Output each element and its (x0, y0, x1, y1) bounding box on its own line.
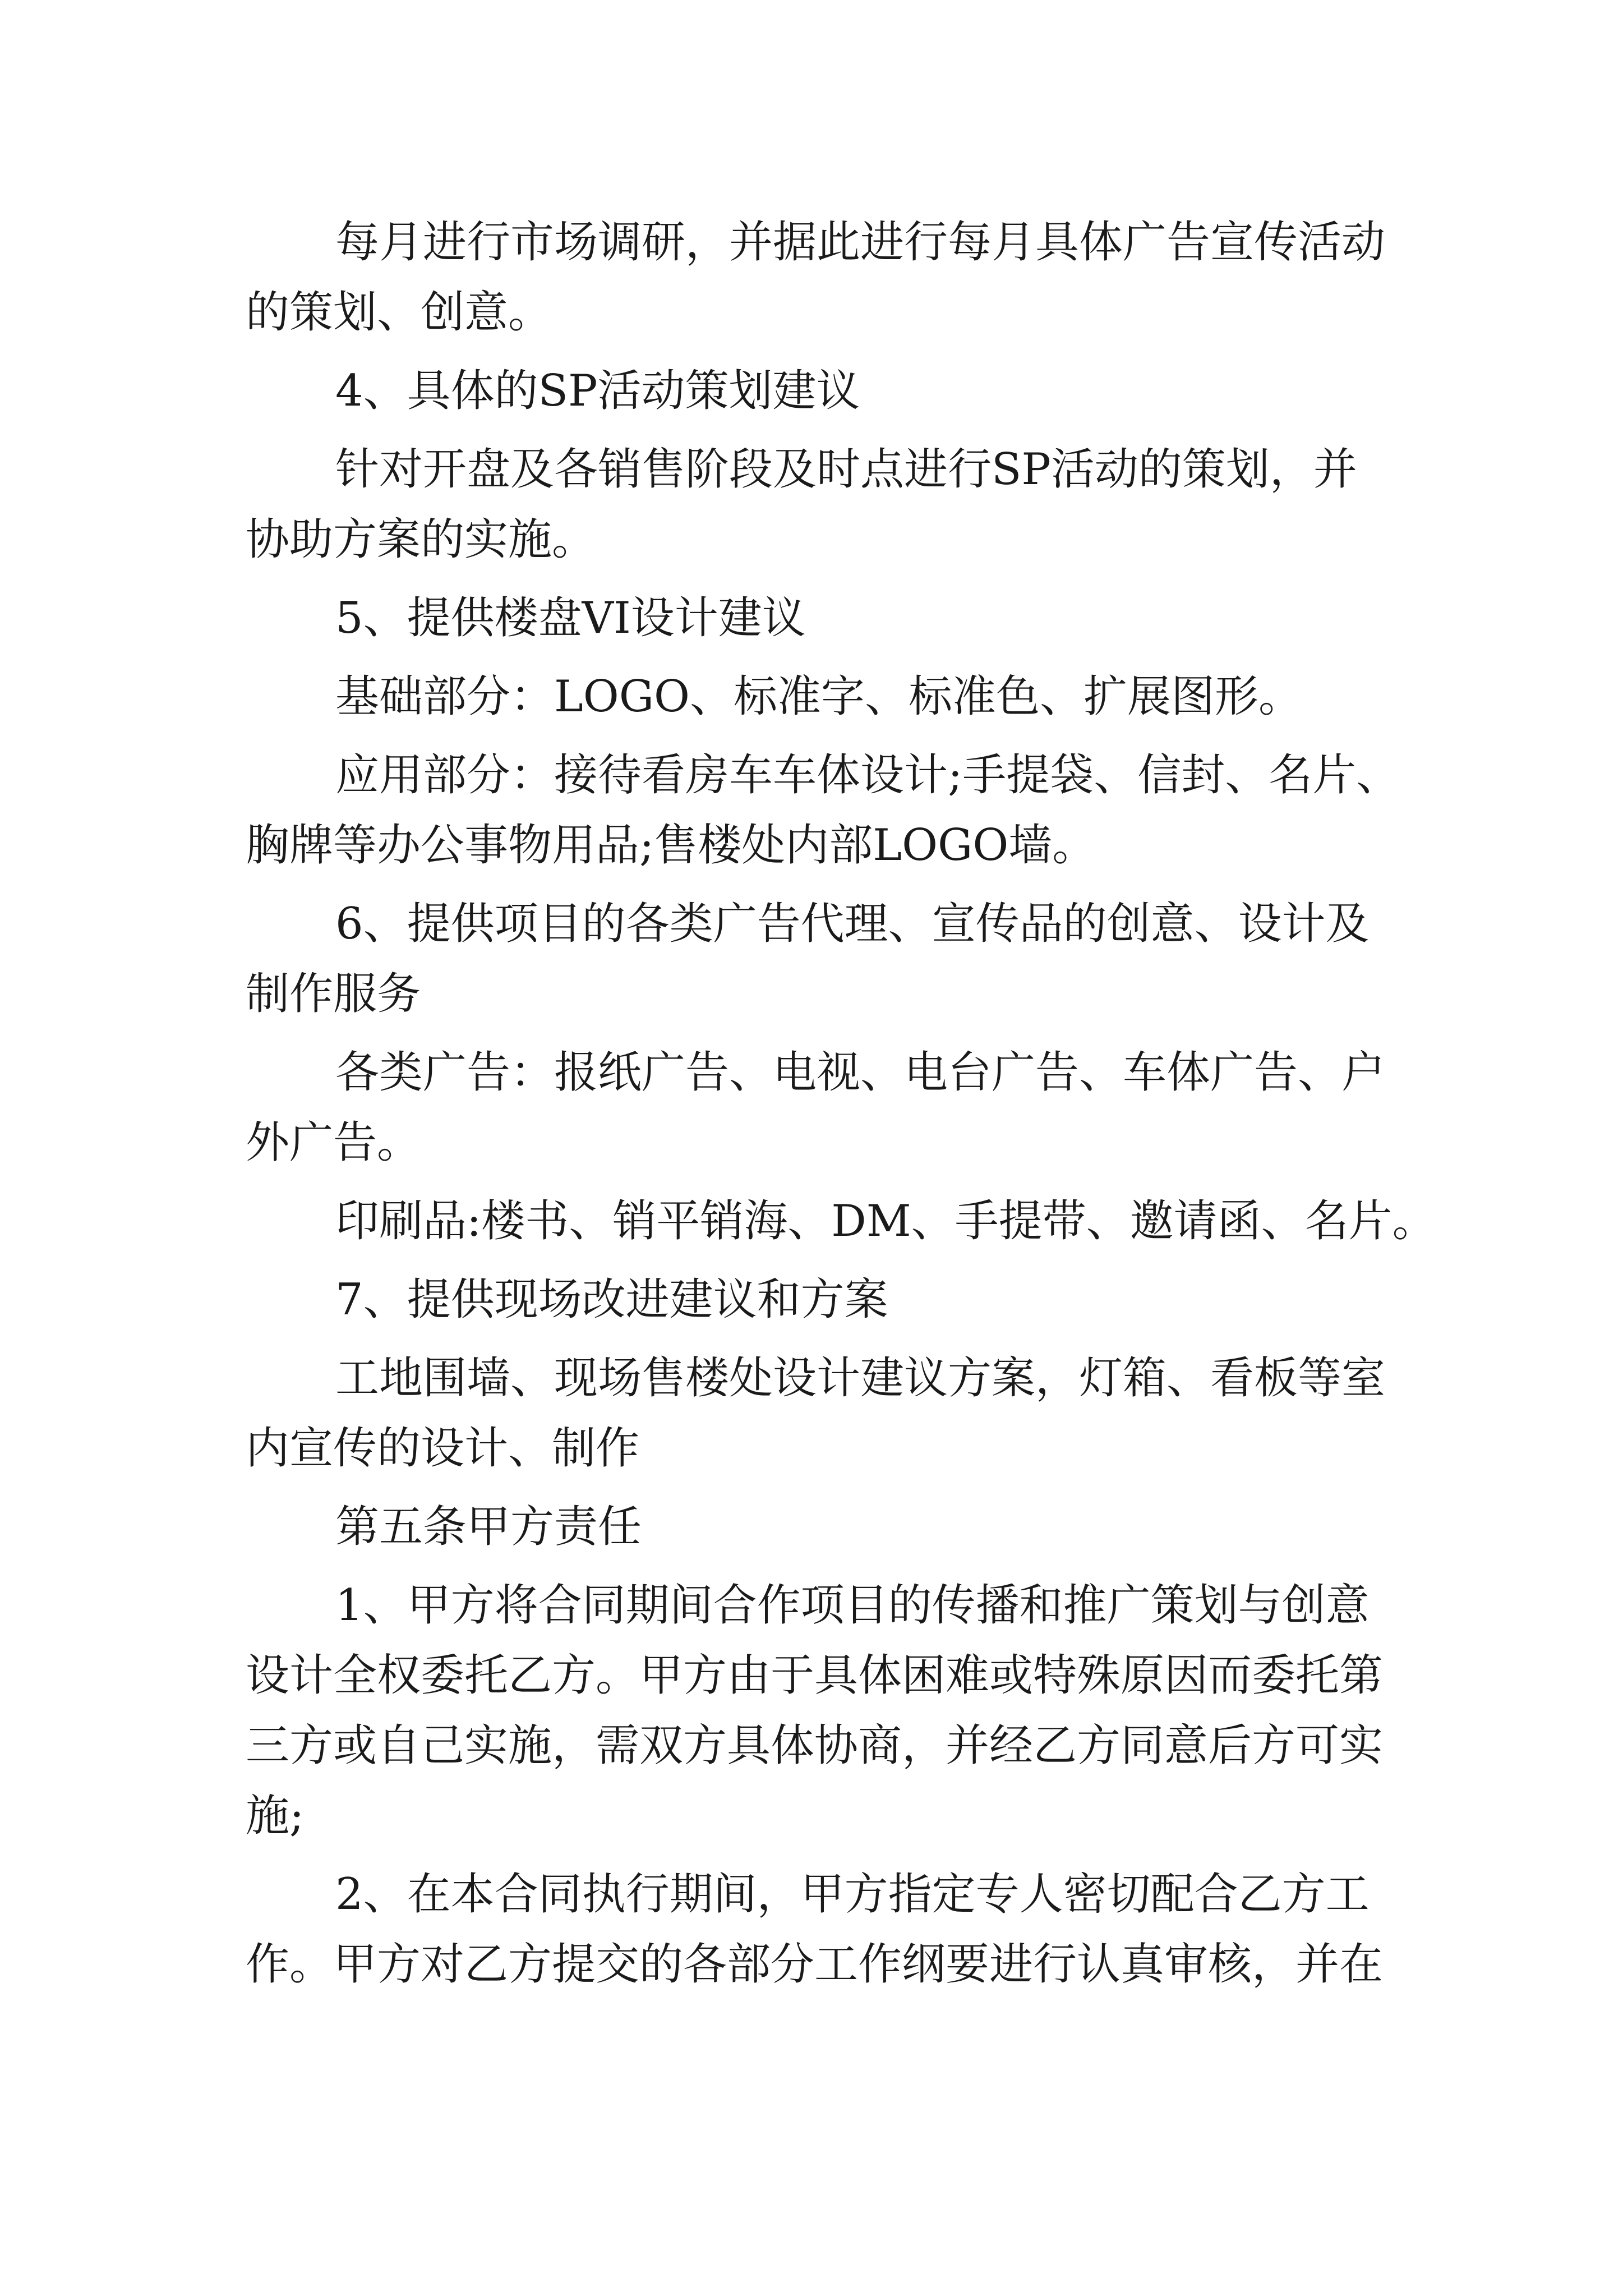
text-line: 1、甲方将合同期间合作项目的传播和推广策划与创意 (335, 1580, 1370, 1631)
text-line: 的策划、创意。 (246, 287, 552, 338)
text-line: 应用部分：接待看房车车体设计;手提袋、信封、名片、 (335, 750, 1400, 800)
text-line: 设计全权委托乙方。甲方由于具体困难或特殊原因而委托第 (246, 1650, 1384, 1701)
text-line: 每月进行市场调研，并据此进行每月具体广告宣传活动 (335, 217, 1386, 268)
text-line: 针对开盘及各销售阶段及时点进行SP活动的策划，并 (335, 444, 1357, 495)
text-line: 2、在本合同执行期间，甲方指定专人密切配合乙方工 (335, 1869, 1370, 1920)
text-line: 6、提供项目的各类广告代理、宣传品的创意、设计及 (335, 899, 1370, 949)
text-line: 各类广告：报纸广告、电视、电台广告、车体广告、户 (335, 1047, 1386, 1098)
text-line: 外广告。 (246, 1117, 421, 1168)
text-line: 协助方案的实施。 (246, 514, 596, 565)
text-line: 作。甲方对乙方提交的各部分工作纲要进行认真审核，并在 (246, 1939, 1384, 1990)
text-line: 基础部分：LOGO、标准字、标准色、扩展图形。 (335, 671, 1302, 722)
text-line: 4、具体的SP活动策划建议 (335, 366, 860, 416)
text-line: 7、提供现场改进建议和方案 (335, 1274, 888, 1325)
text-line: 印刷品:楼书、销平销海、DM、手提带、邀请函、名片。 (335, 1196, 1436, 1246)
text-line: 制作服务 (246, 969, 421, 1019)
text-line: 第五条甲方责任 (335, 1502, 642, 1552)
text-line: 工地围墙、现场售楼处设计建议方案，灯箱、看板等室 (335, 1353, 1386, 1404)
text-line: 内宣传的设计、制作 (246, 1423, 640, 1474)
text-line: 三方或自己实施，需双方具体协商，并经乙方同意后方可实 (246, 1720, 1384, 1771)
text-line: 施; (246, 1791, 305, 1841)
text-line: 5、提供楼盘VI设计建议 (335, 593, 806, 643)
text-line: 胸牌等办公事物用品;售楼处内部LOGO墙。 (246, 820, 1096, 871)
